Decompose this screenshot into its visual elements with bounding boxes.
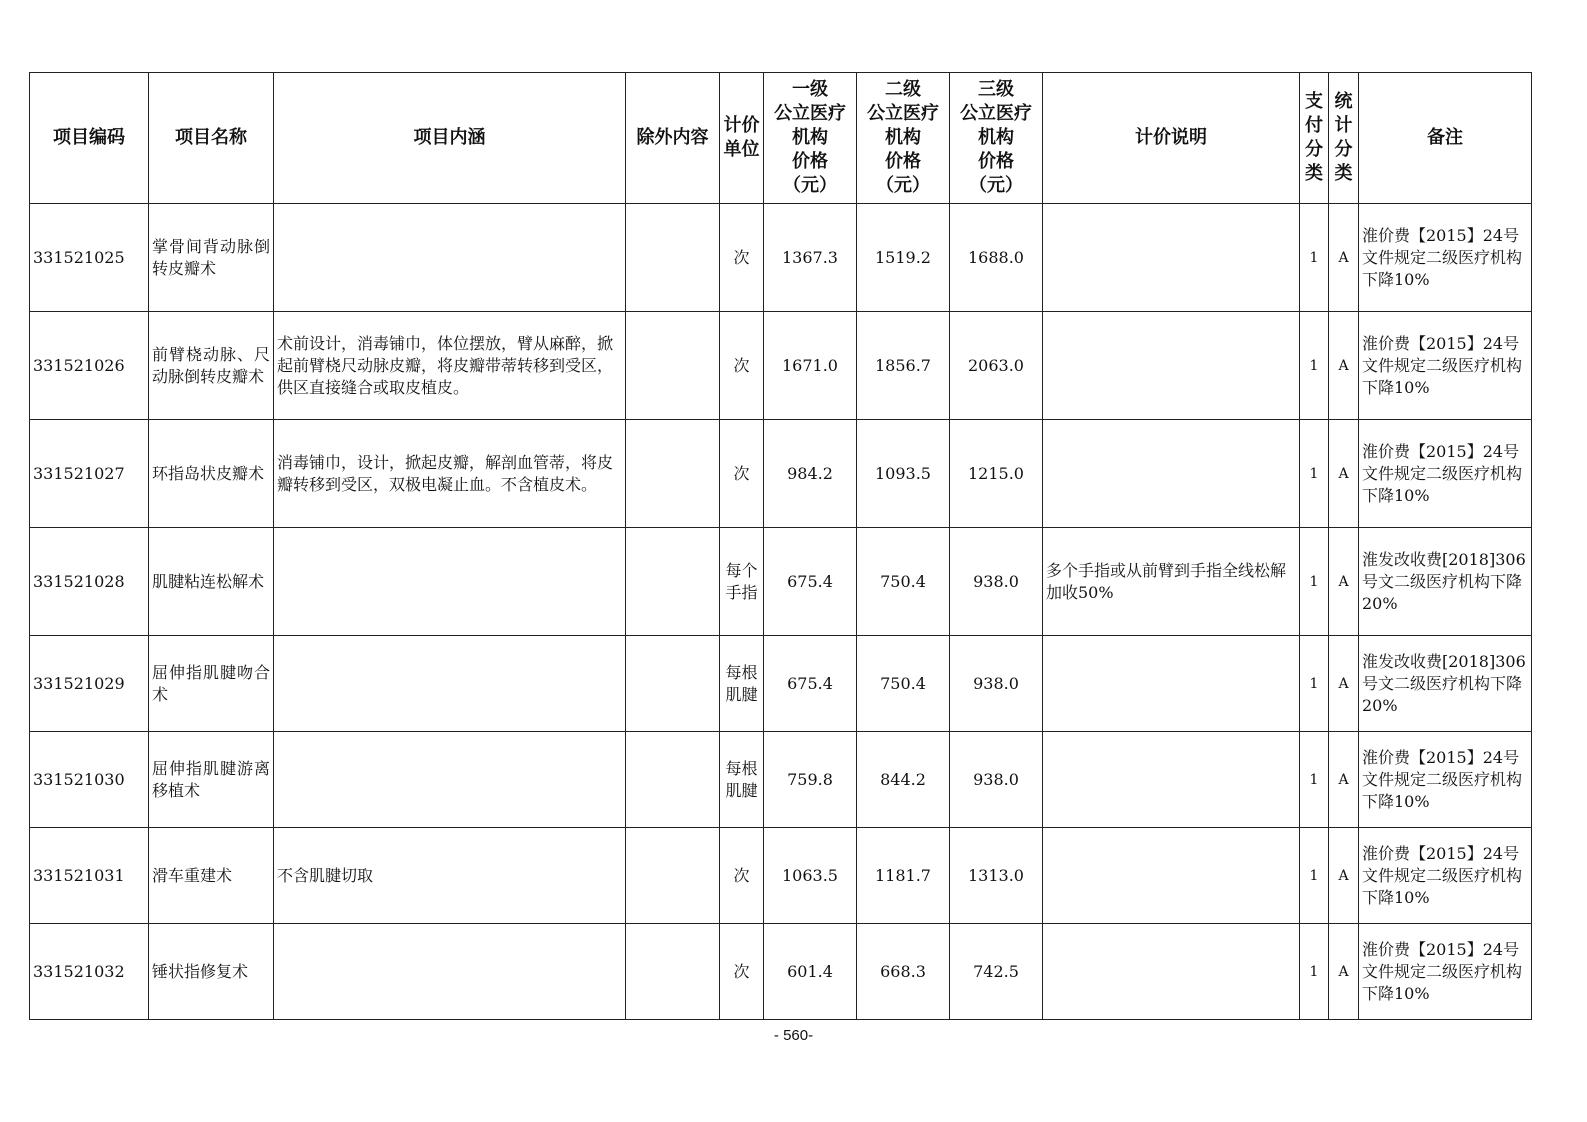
header-price-l2-line2: 公立医疗 — [867, 103, 939, 124]
cell-remarks: 淮发改收费[2018]306号文二级医疗机构下降20% — [1359, 528, 1532, 636]
cell-remarks: 淮价费【2015】24号文件规定二级医疗机构下降10% — [1359, 732, 1532, 828]
cell-name: 环指岛状皮瓣术 — [149, 420, 274, 528]
cell-code: 331521026 — [30, 312, 149, 420]
header-price-l2-line4: 价格 — [885, 151, 921, 172]
cell-exclusions — [626, 828, 720, 924]
cell-stat-category: A — [1329, 924, 1359, 1020]
cell-price-l1: 675.4 — [764, 636, 857, 732]
cell-stat-category: A — [1329, 828, 1359, 924]
table-row — [30, 924, 1532, 1020]
cell-stat-category: A — [1329, 420, 1359, 528]
cell-price-l3: 1313.0 — [950, 828, 1043, 924]
cell-price-l2: 750.4 — [857, 636, 950, 732]
cell-pricing-note: 多个手指或从前臂到手指全线松解加收50% — [1043, 528, 1300, 636]
cell-content: 不含肌腱切取 — [274, 828, 626, 924]
cell-pricing-note — [1043, 312, 1300, 420]
cell-payment-category: 1 — [1300, 204, 1329, 312]
header-price-l2-line5: （元） — [876, 175, 930, 196]
cell-content: 消毒铺巾，设计，掀起皮瓣，解剖血管蒂，将皮瓣转移到受区，双极电凝止血。不含植皮术。 — [274, 420, 626, 528]
price-table — [29, 72, 1532, 1020]
page-number: - 560- — [773, 1027, 814, 1044]
table-row — [30, 420, 1532, 528]
cell-content — [274, 636, 626, 732]
cell-name: 前臂桡动脉、尺动脉倒转皮瓣术 — [149, 312, 274, 420]
cell-content — [274, 204, 626, 312]
header-price-l3-line3: 机构 — [978, 127, 1014, 148]
table-body — [30, 204, 1532, 1020]
cell-stat-category: A — [1329, 528, 1359, 636]
cell-price-l1: 984.2 — [764, 420, 857, 528]
cell-pricing-note — [1043, 924, 1300, 1020]
cell-remarks: 淮价费【2015】24号文件规定二级医疗机构下降10% — [1359, 204, 1532, 312]
cell-exclusions — [626, 528, 720, 636]
cell-content — [274, 528, 626, 636]
header-price-l1-line5: （元） — [783, 175, 837, 196]
cell-pricing-note — [1043, 420, 1300, 528]
cell-price-l3: 2063.0 — [950, 312, 1043, 420]
header-price-l2-line3: 机构 — [885, 127, 921, 148]
cell-price-l3: 1688.0 — [950, 204, 1043, 312]
cell-exclusions — [626, 312, 720, 420]
header-unit: 计价单位 — [720, 73, 764, 204]
header-price-l2 — [857, 73, 950, 204]
cell-unit: 次 — [720, 828, 764, 924]
table-row — [30, 828, 1532, 924]
header-price-l3-line4: 价格 — [978, 151, 1014, 172]
cell-pricing-note — [1043, 204, 1300, 312]
cell-name: 滑车重建术 — [149, 828, 274, 924]
cell-unit: 次 — [720, 312, 764, 420]
table-row — [30, 636, 1532, 732]
header-price-l3-line5: （元） — [969, 175, 1023, 196]
cell-payment-category: 1 — [1300, 924, 1329, 1020]
cell-price-l2: 1856.7 — [857, 312, 950, 420]
cell-unit: 每根肌腱 — [720, 732, 764, 828]
header-content: 项目内涵 — [274, 73, 626, 204]
cell-pricing-note — [1043, 636, 1300, 732]
cell-price-l1: 675.4 — [764, 528, 857, 636]
header-price-l1-line1: 一级 — [792, 79, 828, 100]
cell-content: 术前设计，消毒铺巾，体位摆放，臂从麻醉，掀起前臂桡尺动脉皮瓣，将皮瓣带蒂转移到受区，供区直接缝合或取皮植皮。 — [274, 312, 626, 420]
cell-pricing-note — [1043, 732, 1300, 828]
cell-remarks: 淮发改收费[2018]306号文二级医疗机构下降20% — [1359, 636, 1532, 732]
cell-stat-category: A — [1329, 636, 1359, 732]
cell-price-l2: 668.3 — [857, 924, 950, 1020]
cell-name: 肌腱粘连松解术 — [149, 528, 274, 636]
cell-content — [274, 732, 626, 828]
cell-name: 屈伸指肌腱吻合术 — [149, 636, 274, 732]
cell-remarks: 淮价费【2015】24号文件规定二级医疗机构下降10% — [1359, 924, 1532, 1020]
cell-payment-category: 1 — [1300, 528, 1329, 636]
cell-payment-category: 1 — [1300, 312, 1329, 420]
cell-unit: 次 — [720, 420, 764, 528]
cell-price-l2: 1519.2 — [857, 204, 950, 312]
header-price-l3 — [950, 73, 1043, 204]
header-exclusions: 除外内容 — [626, 73, 720, 204]
cell-code: 331521032 — [30, 924, 149, 1020]
cell-code: 331521029 — [30, 636, 149, 732]
cell-price-l1: 1671.0 — [764, 312, 857, 420]
cell-code: 331521030 — [30, 732, 149, 828]
cell-code: 331521031 — [30, 828, 149, 924]
cell-price-l1: 601.4 — [764, 924, 857, 1020]
cell-price-l3: 742.5 — [950, 924, 1043, 1020]
cell-remarks: 淮价费【2015】24号文件规定二级医疗机构下降10% — [1359, 420, 1532, 528]
cell-name: 锤状指修复术 — [149, 924, 274, 1020]
cell-content — [274, 924, 626, 1020]
header-price-l3-line1: 三级 — [978, 79, 1014, 100]
header-code: 项目编码 — [30, 73, 149, 204]
cell-price-l1: 1063.5 — [764, 828, 857, 924]
cell-payment-category: 1 — [1300, 828, 1329, 924]
header-payment-category: 支付分类 — [1300, 73, 1329, 204]
table-row — [30, 312, 1532, 420]
cell-price-l1: 1367.3 — [764, 204, 857, 312]
header-price-l1 — [764, 73, 857, 204]
cell-payment-category: 1 — [1300, 732, 1329, 828]
cell-price-l1: 759.8 — [764, 732, 857, 828]
cell-exclusions — [626, 924, 720, 1020]
cell-price-l3: 938.0 — [950, 732, 1043, 828]
cell-exclusions — [626, 732, 720, 828]
cell-payment-category: 1 — [1300, 636, 1329, 732]
cell-price-l2: 750.4 — [857, 528, 950, 636]
cell-price-l2: 1181.7 — [857, 828, 950, 924]
cell-unit: 每根肌腱 — [720, 636, 764, 732]
cell-stat-category: A — [1329, 312, 1359, 420]
header-row — [30, 73, 1532, 204]
header-price-l1-line3: 机构 — [792, 127, 828, 148]
cell-exclusions — [626, 636, 720, 732]
cell-pricing-note — [1043, 828, 1300, 924]
header-remarks: 备注 — [1359, 73, 1532, 204]
cell-price-l3: 1215.0 — [950, 420, 1043, 528]
cell-name: 掌骨间背动脉倒转皮瓣术 — [149, 204, 274, 312]
header-price-l1-line2: 公立医疗 — [774, 103, 846, 124]
cell-stat-category: A — [1329, 204, 1359, 312]
cell-unit: 每个手指 — [720, 528, 764, 636]
cell-code: 331521027 — [30, 420, 149, 528]
header-price-l3-line2: 公立医疗 — [960, 103, 1032, 124]
header-pricing-note: 计价说明 — [1043, 73, 1300, 204]
cell-unit: 次 — [720, 924, 764, 1020]
cell-price-l3: 938.0 — [950, 636, 1043, 732]
header-price-l2-line1: 二级 — [885, 79, 921, 100]
cell-price-l2: 844.2 — [857, 732, 950, 828]
header-stat-category: 统计分类 — [1329, 73, 1359, 204]
header-name: 项目名称 — [149, 73, 274, 204]
cell-remarks: 淮价费【2015】24号文件规定二级医疗机构下降10% — [1359, 828, 1532, 924]
cell-remarks: 淮价费【2015】24号文件规定二级医疗机构下降10% — [1359, 312, 1532, 420]
cell-exclusions — [626, 420, 720, 528]
table-row — [30, 528, 1532, 636]
cell-code: 331521028 — [30, 528, 149, 636]
cell-payment-category: 1 — [1300, 420, 1329, 528]
cell-stat-category: A — [1329, 732, 1359, 828]
table-row — [30, 204, 1532, 312]
cell-exclusions — [626, 204, 720, 312]
cell-price-l3: 938.0 — [950, 528, 1043, 636]
table-row — [30, 732, 1532, 828]
cell-code: 331521025 — [30, 204, 149, 312]
cell-name: 屈伸指肌腱游离移植术 — [149, 732, 274, 828]
cell-unit: 次 — [720, 204, 764, 312]
cell-price-l2: 1093.5 — [857, 420, 950, 528]
header-price-l1-line4: 价格 — [792, 151, 828, 172]
